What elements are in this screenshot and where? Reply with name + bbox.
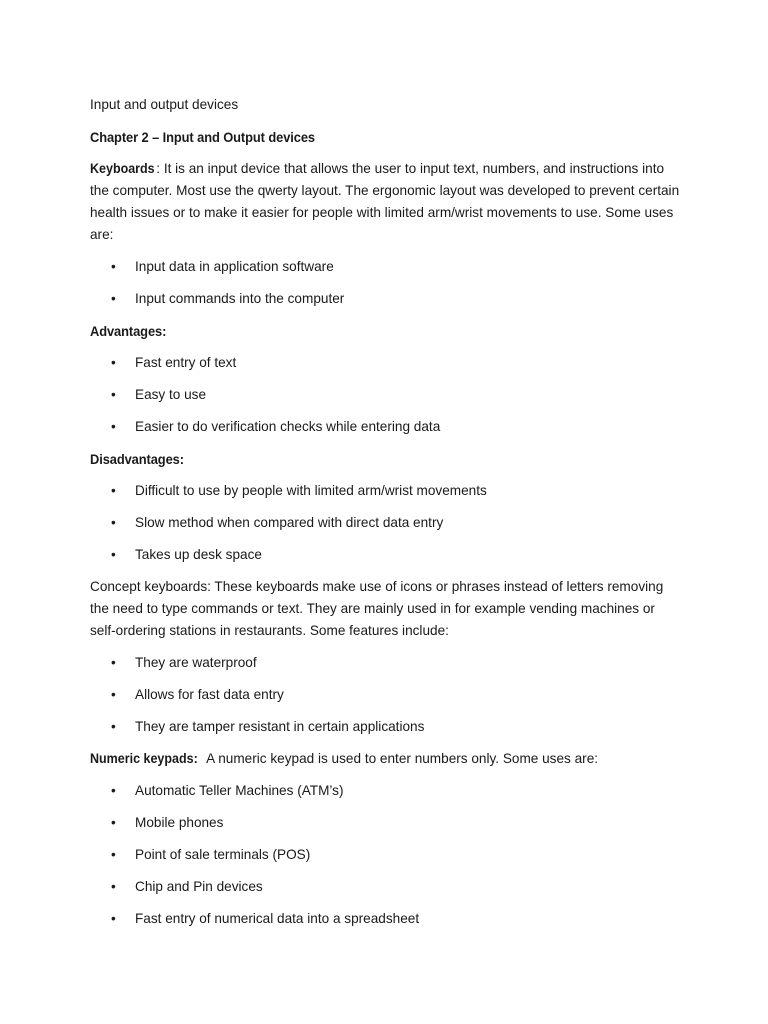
list-item xyxy=(90,876,680,898)
list-item xyxy=(90,812,680,834)
bullet-icon: • xyxy=(111,515,116,530)
list-item-text: Automatic Teller Machines (ATM’s) xyxy=(135,783,344,798)
list-item xyxy=(90,780,680,802)
disadvantages-heading: Disadvantages: xyxy=(90,451,184,467)
keyboards-lead: Keyboards xyxy=(90,161,155,176)
list-item-text: Difficult to use by people with limited arm/wrist movements xyxy=(135,483,487,498)
chapter-heading: Chapter 2 – Input and Output devices xyxy=(90,129,315,145)
list-item-text: Input commands into the computer xyxy=(135,291,345,306)
bullet-icon: • xyxy=(111,687,116,702)
list-item-text: They are waterproof xyxy=(135,655,257,670)
keyboards-text: : It is an input device that allows the user to input text, numbers, and instructions into the computer. Most use the qwerty layout. The ergonomic layout was developed to prevent certain health issues or to make it easier for people with limited arm/wrist movements to use. Some uses are: xyxy=(90,161,680,242)
bullet-icon: • xyxy=(111,911,116,926)
list-item xyxy=(90,844,680,866)
bullet-icon: • xyxy=(111,291,116,306)
bullet-icon: • xyxy=(111,483,116,498)
list-item-text: Easy to use xyxy=(135,387,207,402)
keyboards-paragraph xyxy=(90,158,680,246)
keyboards-uses-list xyxy=(90,256,680,310)
list-item-text: Slow method when compared with direct data entry xyxy=(135,515,444,530)
list-item-text: Chip and Pin devices xyxy=(135,879,263,894)
list-item xyxy=(90,384,680,406)
bullet-icon: • xyxy=(111,419,116,434)
list-item-text: Input data in application software xyxy=(135,259,334,274)
bullet-icon: • xyxy=(111,847,116,862)
list-item-text: Fast entry of text xyxy=(135,355,237,370)
disadvantages-list xyxy=(90,480,680,566)
bullet-icon: • xyxy=(111,783,116,798)
bullet-icon: • xyxy=(111,815,116,830)
bullet-icon: • xyxy=(111,355,116,370)
list-item-text: Point of sale terminals (POS) xyxy=(135,847,311,862)
list-item xyxy=(90,716,680,738)
list-item xyxy=(90,544,680,566)
list-item-text: Easier to do verification checks while entering data xyxy=(135,419,441,434)
list-item xyxy=(90,512,680,534)
list-item xyxy=(90,256,680,278)
list-item-text: Takes up desk space xyxy=(135,547,262,562)
list-item-text: Fast entry of numerical data into a spreadsheet xyxy=(135,911,420,926)
bullet-icon: • xyxy=(111,655,116,670)
list-item xyxy=(90,684,680,706)
list-item xyxy=(90,908,680,930)
numeric-keypads-text: A numeric keypad is used to enter numbers only. Some uses are: xyxy=(203,751,599,766)
list-item xyxy=(90,652,680,674)
advantages-list xyxy=(90,352,680,438)
numeric-keypads-lead: Numeric keypads: xyxy=(90,751,198,766)
bullet-icon: • xyxy=(111,387,116,402)
numeric-keypads-uses-list xyxy=(90,780,680,930)
concept-keyboards-features-list xyxy=(90,652,680,738)
list-item xyxy=(90,288,680,310)
document-title: Input and output devices xyxy=(90,97,239,112)
list-item-text: Mobile phones xyxy=(135,815,224,830)
bullet-icon: • xyxy=(111,719,116,734)
list-item-text: They are tamper resistant in certain applications xyxy=(135,719,425,734)
bullet-icon: • xyxy=(111,547,116,562)
list-item xyxy=(90,416,680,438)
bullet-icon: • xyxy=(111,879,116,894)
bullet-icon: • xyxy=(111,259,116,274)
list-item-text: Allows for fast data entry xyxy=(135,687,284,702)
concept-keyboards-paragraph: Concept keyboards: These keyboards make use of icons or phrases instead of letters removing the need to type commands or text. They are mainly used in for example vending machines or self-ordering stations in restaurants. Some features include: xyxy=(90,579,664,638)
advantages-heading: Advantages: xyxy=(90,323,167,339)
numeric-keypads-paragraph xyxy=(90,748,680,770)
list-item xyxy=(90,480,680,502)
list-item xyxy=(90,352,680,374)
